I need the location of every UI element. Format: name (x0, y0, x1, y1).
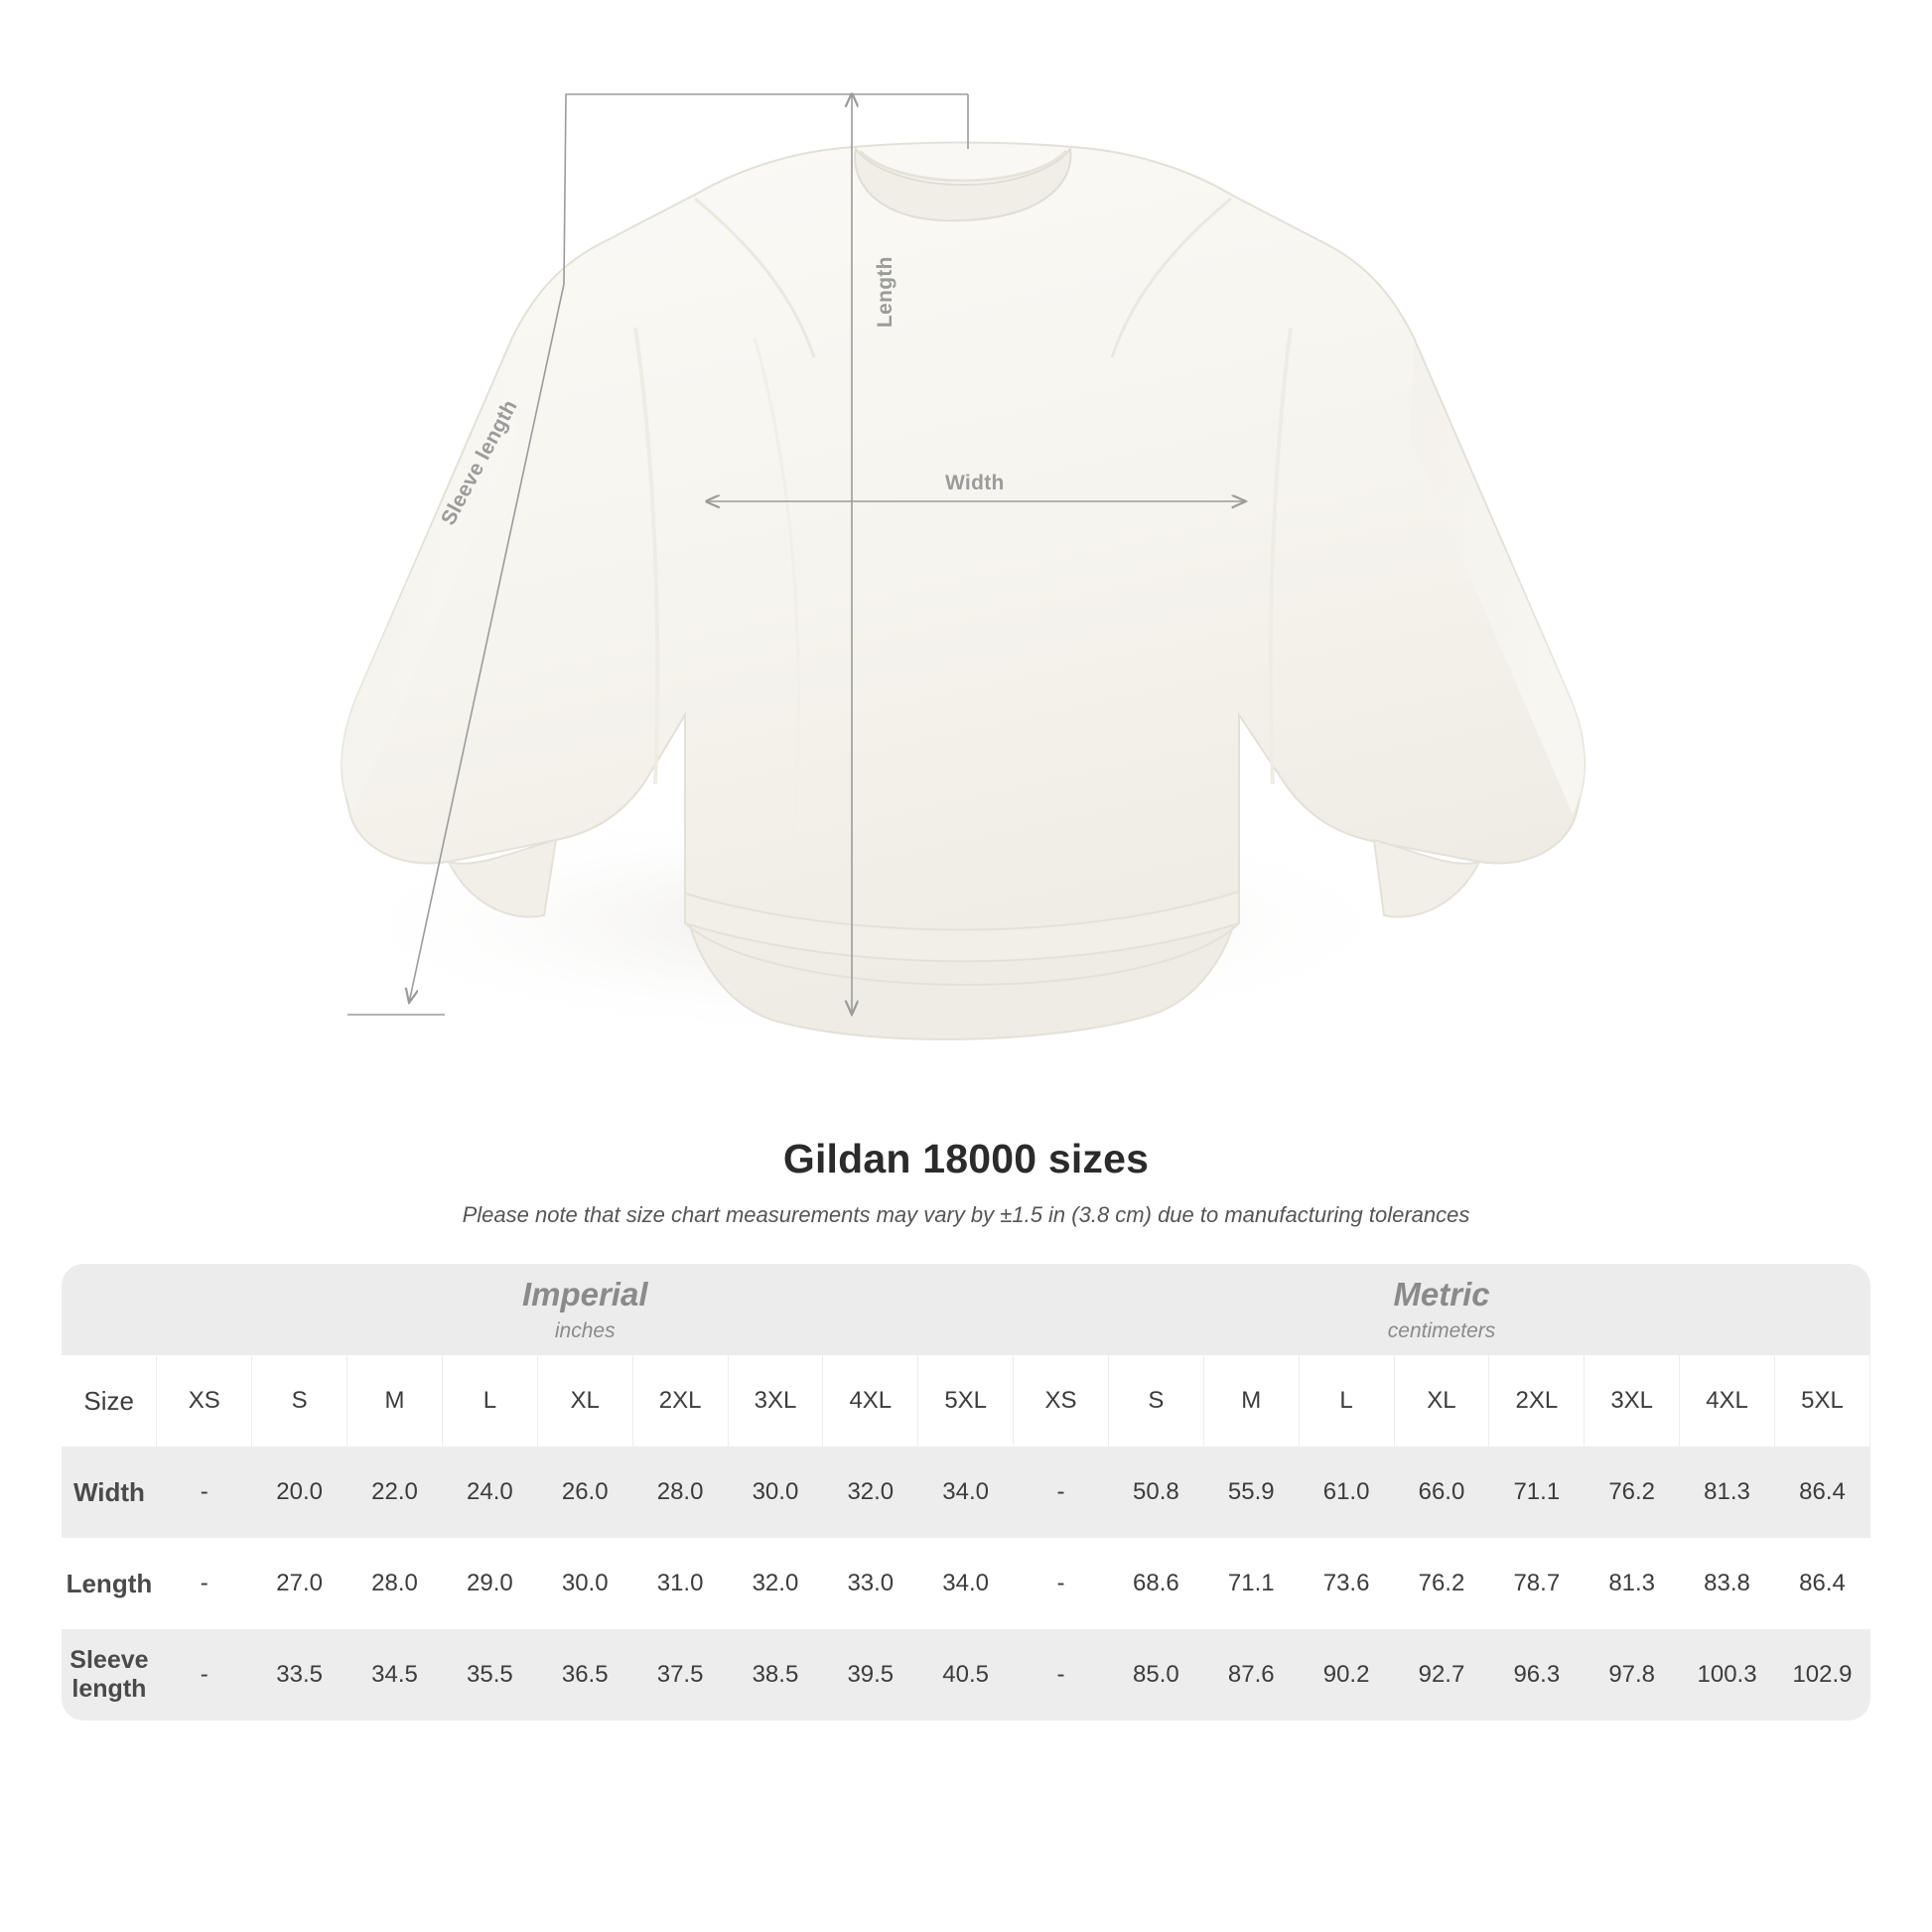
metric-unit-name: Metric (1393, 1276, 1490, 1313)
header-metric-xl: XL (1394, 1355, 1489, 1447)
header-metric-3xl: 3XL (1585, 1355, 1680, 1447)
header-imperial-2xl: 2XL (632, 1355, 728, 1447)
row-label-width: Width (62, 1447, 157, 1538)
header-metric-s: S (1108, 1355, 1203, 1447)
sleeve-metric-4xl: 100.3 (1680, 1629, 1775, 1721)
sleeve-imperial-m: 34.5 (347, 1629, 443, 1721)
sleeve-imperial-xl: 36.5 (537, 1629, 632, 1721)
length-metric-5xl: 86.4 (1774, 1538, 1869, 1629)
page-title: Gildan 18000 sizes (782, 1136, 1150, 1181)
header-imperial-3xl: 3XL (728, 1355, 823, 1447)
header-metric-5xl: 5XL (1774, 1355, 1869, 1447)
table-row (62, 1629, 1870, 1721)
length-imperial-l: 29.0 (442, 1538, 537, 1629)
table-row (62, 1538, 1870, 1629)
width-metric-4xl: 81.3 (1680, 1447, 1775, 1538)
sleeve-imperial-s: 33.5 (252, 1629, 347, 1721)
length-imperial-s: 27.0 (252, 1538, 347, 1629)
header-metric-m: M (1203, 1355, 1299, 1447)
width-imperial-xs: - (157, 1447, 252, 1538)
sleeve-imperial-xs: - (157, 1629, 252, 1721)
width-metric-xs: - (1014, 1447, 1109, 1538)
width-metric-2xl: 71.1 (1489, 1447, 1585, 1538)
title-block (0, 1136, 1932, 1228)
width-imperial-3xl: 30.0 (728, 1447, 823, 1538)
header-imperial-xl: XL (537, 1355, 632, 1447)
length-imperial-xs: - (157, 1538, 252, 1629)
sleeve-metric-m: 87.6 (1203, 1629, 1299, 1721)
width-imperial-l: 24.0 (442, 1447, 537, 1538)
length-imperial-m: 28.0 (347, 1538, 443, 1629)
header-imperial-m: M (347, 1355, 443, 1447)
length-metric-2xl: 78.7 (1489, 1538, 1585, 1629)
length-metric-xl: 76.2 (1394, 1538, 1489, 1629)
sleeve-metric-l: 90.2 (1299, 1629, 1394, 1721)
length-metric-3xl: 81.3 (1585, 1538, 1680, 1629)
row-label-length: Length (62, 1538, 157, 1629)
garment-body (342, 143, 1585, 1039)
width-imperial-2xl: 28.0 (632, 1447, 728, 1538)
length-imperial-3xl: 32.0 (728, 1538, 823, 1629)
header-imperial-4xl: 4XL (823, 1355, 918, 1447)
row-label-sleeve-length: Sleeve length (62, 1629, 157, 1721)
sleeve-metric-xl: 92.7 (1394, 1629, 1489, 1721)
header-imperial-xs: XS (157, 1355, 252, 1447)
sleeve-imperial-2xl: 37.5 (632, 1629, 728, 1721)
imperial-unit-name: Imperial (521, 1276, 648, 1313)
length-metric-xs: - (1014, 1538, 1109, 1629)
length-imperial-5xl: 34.0 (918, 1538, 1014, 1629)
length-metric-l: 73.6 (1299, 1538, 1394, 1629)
header-metric-l: L (1299, 1355, 1394, 1447)
width-metric-5xl: 86.4 (1774, 1447, 1869, 1538)
length-metric-m: 71.1 (1203, 1538, 1299, 1629)
length-imperial-2xl: 31.0 (632, 1538, 728, 1629)
metric-unit-sub: centimeters (1387, 1318, 1496, 1342)
header-metric-2xl: 2XL (1489, 1355, 1585, 1447)
size-chart-table (62, 1264, 1870, 1721)
width-metric-xl: 66.0 (1394, 1447, 1489, 1538)
width-imperial-4xl: 32.0 (823, 1447, 918, 1538)
width-metric-s: 50.8 (1108, 1447, 1203, 1538)
size-header-label: Size (62, 1355, 157, 1447)
sleeve-metric-5xl: 102.9 (1774, 1629, 1869, 1721)
width-metric-l: 61.0 (1299, 1447, 1394, 1538)
header-imperial-s: S (252, 1355, 347, 1447)
size-header-row (62, 1355, 1870, 1447)
header-imperial-5xl: 5XL (918, 1355, 1014, 1447)
sleeve-imperial-5xl: 40.5 (918, 1629, 1014, 1721)
width-metric-m: 55.9 (1203, 1447, 1299, 1538)
banner-corner-cell (62, 1264, 157, 1355)
size-chart-table-wrap (62, 1264, 1870, 1721)
metric-banner-cell (1014, 1264, 1870, 1355)
imperial-banner-cell (157, 1264, 1014, 1355)
width-dimension-label: Width (945, 472, 1005, 494)
imperial-unit-sub: inches (554, 1318, 616, 1342)
sleeve-metric-2xl: 96.3 (1489, 1629, 1585, 1721)
width-imperial-5xl: 34.0 (918, 1447, 1014, 1538)
header-metric-4xl: 4XL (1680, 1355, 1775, 1447)
unit-banner-row (62, 1264, 1870, 1355)
length-imperial-4xl: 33.0 (823, 1538, 918, 1629)
length-imperial-xl: 30.0 (537, 1538, 632, 1629)
header-metric-xs: XS (1014, 1355, 1109, 1447)
width-imperial-xl: 26.0 (537, 1447, 632, 1538)
length-metric-s: 68.6 (1108, 1538, 1203, 1629)
length-metric-4xl: 83.8 (1680, 1538, 1775, 1629)
width-imperial-s: 20.0 (252, 1447, 347, 1538)
sleeve-metric-s: 85.0 (1108, 1629, 1203, 1721)
width-metric-3xl: 76.2 (1585, 1447, 1680, 1538)
sleeve-metric-xs: - (1014, 1629, 1109, 1721)
width-imperial-m: 22.0 (347, 1447, 443, 1538)
length-dimension-label: Length (874, 256, 897, 328)
sleeve-metric-3xl: 97.8 (1585, 1629, 1680, 1721)
tolerance-note: Please note that size chart measurements may vary by ±1.5 in (3.8 cm) due to manufacturing tolerances (462, 1202, 1470, 1227)
sleeve-imperial-l: 35.5 (442, 1629, 537, 1721)
table-row (62, 1447, 1870, 1538)
sleeve-length-dimension-label: Sleeve length (437, 396, 522, 529)
sleeve-imperial-3xl: 38.5 (728, 1629, 823, 1721)
header-imperial-l: L (442, 1355, 537, 1447)
sleeve-imperial-4xl: 39.5 (823, 1629, 918, 1721)
